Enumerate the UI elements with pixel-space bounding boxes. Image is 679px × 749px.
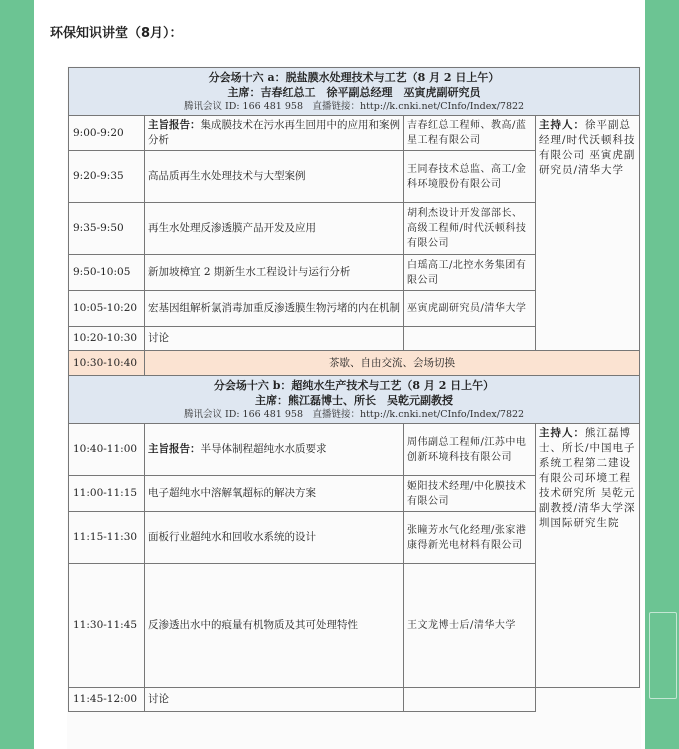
- topic-cell: 面板行业超纯水和回收水系统的设计: [145, 512, 404, 564]
- section-heading: 环保知识讲堂（8月）：: [50, 26, 183, 41]
- host-label: 主持人：: [539, 427, 585, 439]
- session-a-header: [69, 68, 640, 116]
- table-row: [69, 688, 640, 712]
- table-row: [69, 116, 640, 151]
- speaker-cell: [404, 327, 536, 351]
- schedule-image: [67, 66, 641, 749]
- break-row: [69, 351, 640, 376]
- speaker-cell: 吉春红总工程师、教高/蓝星工程有限公司: [404, 116, 536, 151]
- topic-cell: 宏基因组解析氯消毒加重反渗透膜生物污堵的内在机制: [145, 291, 404, 327]
- topic-cell: 讨论: [145, 327, 404, 351]
- session-a-title: 分会场十六 a：脱盐膜水处理技术与工艺（8 月 2 日上午）: [208, 71, 500, 84]
- break-time-cell: 10:30-10:40: [69, 351, 145, 376]
- time-cell: 9:20-9:35: [69, 151, 145, 203]
- topic-text: 集成膜技术在污水再生回用中的应用和案例分析: [148, 119, 400, 146]
- time-cell: 10:05-10:20: [69, 291, 145, 327]
- session-b-title: 分会场十六 b：超纯水生产技术与工艺（8 月 2 日上午）: [213, 379, 495, 392]
- host-text: 熊江磊博士、所长/中国电子系统工程第二建设有限公司环境工程技术研究所 吴乾元副教授/清华大学深圳国际研究生院: [539, 427, 636, 529]
- time-cell: 9:00-9:20: [69, 116, 145, 151]
- table-row: [69, 424, 640, 476]
- speaker-cell: 白瑶高工/北控水务集团有限公司: [404, 255, 536, 291]
- topic-cell: 反渗透出水中的痕量有机物质及其可处理特性: [145, 564, 404, 688]
- keynote-label: 主旨报告：: [148, 443, 201, 455]
- topic-cell: 讨论: [145, 688, 404, 712]
- watermark-logo: [649, 612, 677, 699]
- session-b-meeting-info: 腾讯会议 ID: 166 481 958 直播链接：http://k.cnki.net/CInfo/Index/7822: [183, 409, 525, 420]
- time-cell: 11:00-11:15: [69, 476, 145, 512]
- speaker-cell: 张瞳芳水气化经理/张家港康得新光电材料有限公司: [404, 512, 536, 564]
- host-text: 徐平副总经理/时代沃顿科技有限公司 巫寅虎副研究员/清华大学: [539, 119, 636, 176]
- time-cell: 10:40-11:00: [69, 424, 145, 476]
- keynote-label: 主旨报告：: [148, 119, 201, 131]
- topic-cell: [145, 424, 404, 476]
- topic-cell: 电子超纯水中溶解氧超标的解决方案: [145, 476, 404, 512]
- session-a-chairs: 主席：吉春红总工 徐平副总经理 巫寅虎副研究员: [227, 86, 481, 99]
- speaker-cell: 王同春技术总监、高工/金科环境股份有限公司: [404, 151, 536, 203]
- time-cell: 10:20-10:30: [69, 327, 145, 351]
- time-cell: 9:35-9:50: [69, 203, 145, 255]
- speaker-cell: [404, 688, 536, 712]
- time-cell: 9:50-10:05: [69, 255, 145, 291]
- schedule-table: [68, 67, 640, 712]
- speaker-cell: 周伟副总工程师/江苏中电创新环境科技有限公司: [404, 424, 536, 476]
- break-label-cell: 茶歇、自由交流、会场切换: [145, 351, 640, 376]
- session-a-host-cell: [536, 116, 640, 351]
- session-b-host-cell: [536, 424, 640, 688]
- session-b-chairs: 主席：熊江磊博士、所长 吴乾元副教授: [255, 394, 454, 407]
- speaker-cell: 姬阳技术经理/中化膜技术有限公司: [404, 476, 536, 512]
- article-card: [34, 0, 645, 749]
- time-cell: 11:45-12:00: [69, 688, 145, 712]
- speaker-cell: 王文龙博士后/清华大学: [404, 564, 536, 688]
- session-b-header: [69, 376, 640, 424]
- speaker-cell: 胡利杰设计开发部部长、高级工程师/时代沃顿科技有限公司: [404, 203, 536, 255]
- time-cell: 11:15-11:30: [69, 512, 145, 564]
- topic-cell: 高品质再生水处理技术与大型案例: [145, 151, 404, 203]
- topic-cell: 再生水处理反渗透膜产品开发及应用: [145, 203, 404, 255]
- topic-text: 半导体制程超纯水水质要求: [200, 443, 327, 455]
- host-label: 主持人：: [539, 119, 585, 131]
- session-a-meeting-info: 腾讯会议 ID: 166 481 958 直播链接：http://k.cnki.net/CInfo/Index/7822: [183, 101, 525, 112]
- time-cell: 11:30-11:45: [69, 564, 145, 688]
- topic-cell: 新加坡樟宜 2 期新生水工程设计与运行分析: [145, 255, 404, 291]
- session-b-header-row: [69, 376, 640, 424]
- session-a-header-row: [69, 68, 640, 116]
- speaker-cell: 巫寅虎副研究员/清华大学: [404, 291, 536, 327]
- topic-cell: [145, 116, 404, 151]
